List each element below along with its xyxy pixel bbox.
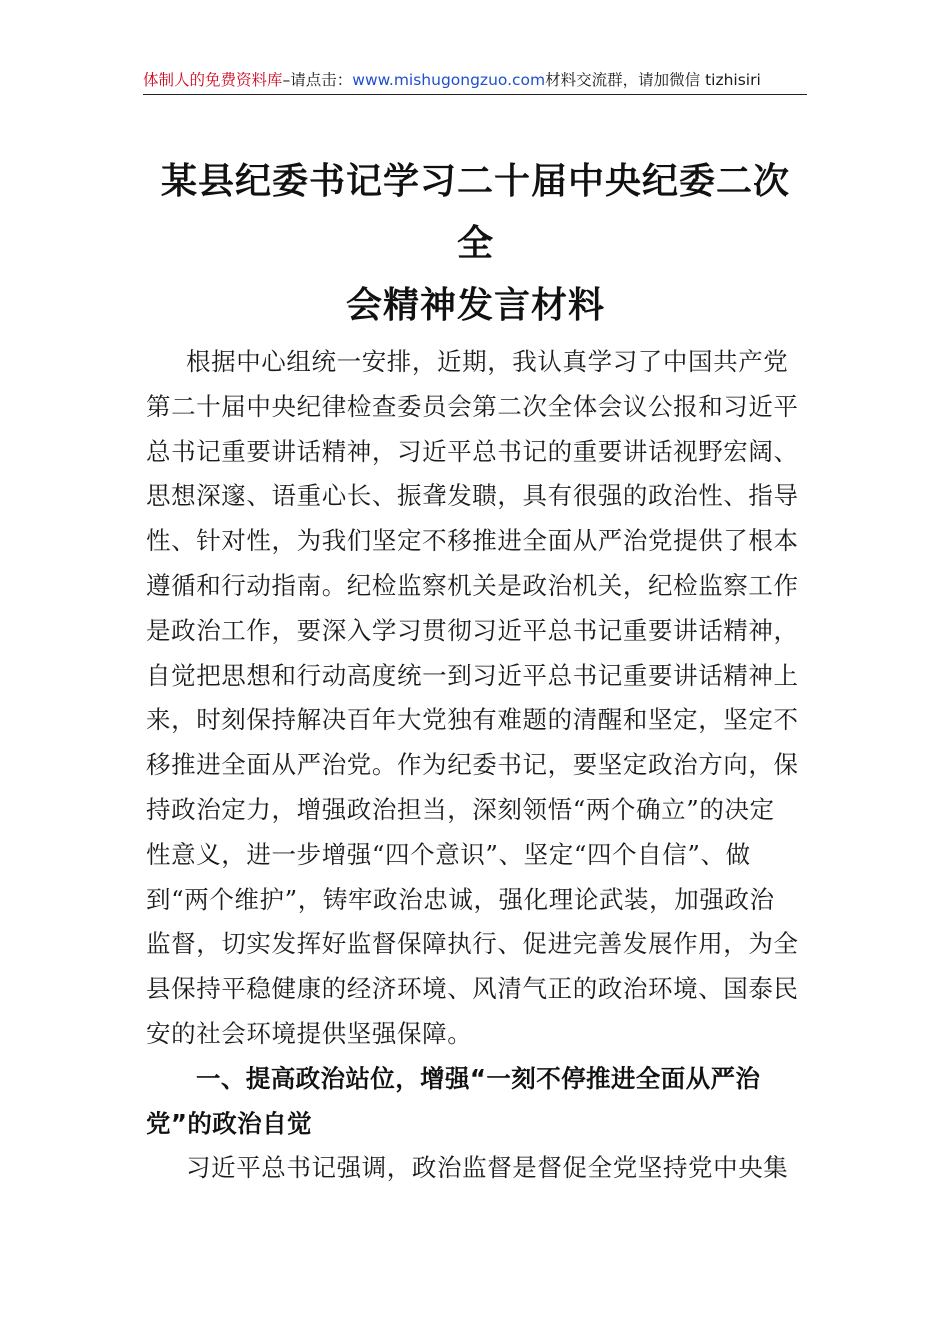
paragraph-line: 安的社会环境提供坚强保障。	[146, 1018, 473, 1048]
paragraph-line: 监督，切实发挥好监督保障执行、促进完善发展作用，为全	[146, 929, 799, 959]
header-url-link[interactable]: www.mishugongzuo.com	[352, 71, 546, 89]
section-heading-1	[146, 1057, 806, 1147]
header-site-name: 体制人的免费资料库	[143, 71, 283, 89]
title-line-2: 会精神发言材料	[345, 284, 605, 326]
heading-line: 党”的政治自觉	[146, 1108, 312, 1138]
paragraph-line: 到“两个维护”，铸牢政治忠诚，强化理论武装，加强政治	[146, 884, 775, 914]
paragraph-line: 移推进全面从严治党。作为纪委书记，要坚定政治方向，保	[146, 750, 799, 780]
paragraph-intro	[146, 340, 806, 1057]
title-line-1: 某县纪委书记学习二十届中央纪委二次全	[160, 160, 790, 264]
header-tail-text: 材料交流群，请加微信 tizhisiri	[545, 71, 761, 89]
header-prompt: –请点击：	[282, 71, 353, 89]
paragraph-line: 习近平总书记强调，政治监督是督促全党坚持党中央集	[186, 1153, 789, 1183]
header-divider	[143, 94, 807, 95]
paragraph-line: 遵循和行动指南。纪检监察机关是政治机关，纪检监察工作	[146, 570, 799, 600]
paragraph-line: 是政治工作，要深入学习贯彻习近平总书记重要讲话精神，	[146, 615, 799, 645]
paragraph-line: 性、针对性，为我们坚定不移推进全面从严治党提供了根本	[146, 526, 799, 556]
paragraph-line: 县保持平稳健康的经济环境、风清气正的政治环境、国泰民	[146, 974, 799, 1004]
paragraph-line: 第二十届中央纪律检查委员会第二次全体会议公报和习近平	[146, 391, 799, 421]
page-header	[143, 66, 807, 94]
paragraph-section-1	[146, 1146, 806, 1191]
paragraph-line: 持政治定力，增强政治担当，深刻领悟“两个确立”的决定	[146, 794, 775, 824]
document-body	[146, 340, 806, 1191]
paragraph-line: 自觉把思想和行动高度统一到习近平总书记重要讲话精神上	[146, 660, 799, 690]
paragraph-line: 根据中心组统一安排，近期，我认真学习了中国共产党	[186, 347, 789, 376]
document-title	[148, 150, 803, 336]
paragraph-line: 来，时刻保持解决百年大党独有难题的清醒和坚定，坚定不	[146, 705, 799, 735]
paragraph-line: 性意义，进一步增强“四个意识”、坚定“四个自信”、做	[146, 839, 751, 869]
heading-line: 一、提高政治站位，增强“一刻不停推进全面从严治	[196, 1063, 761, 1093]
paragraph-line: 思想深邃、语重心长、振聋发聩，具有很强的政治性、指导	[146, 481, 799, 511]
paragraph-line: 总书记重要讲话精神，习近平总书记的重要讲话视野宏阔、	[146, 436, 799, 466]
